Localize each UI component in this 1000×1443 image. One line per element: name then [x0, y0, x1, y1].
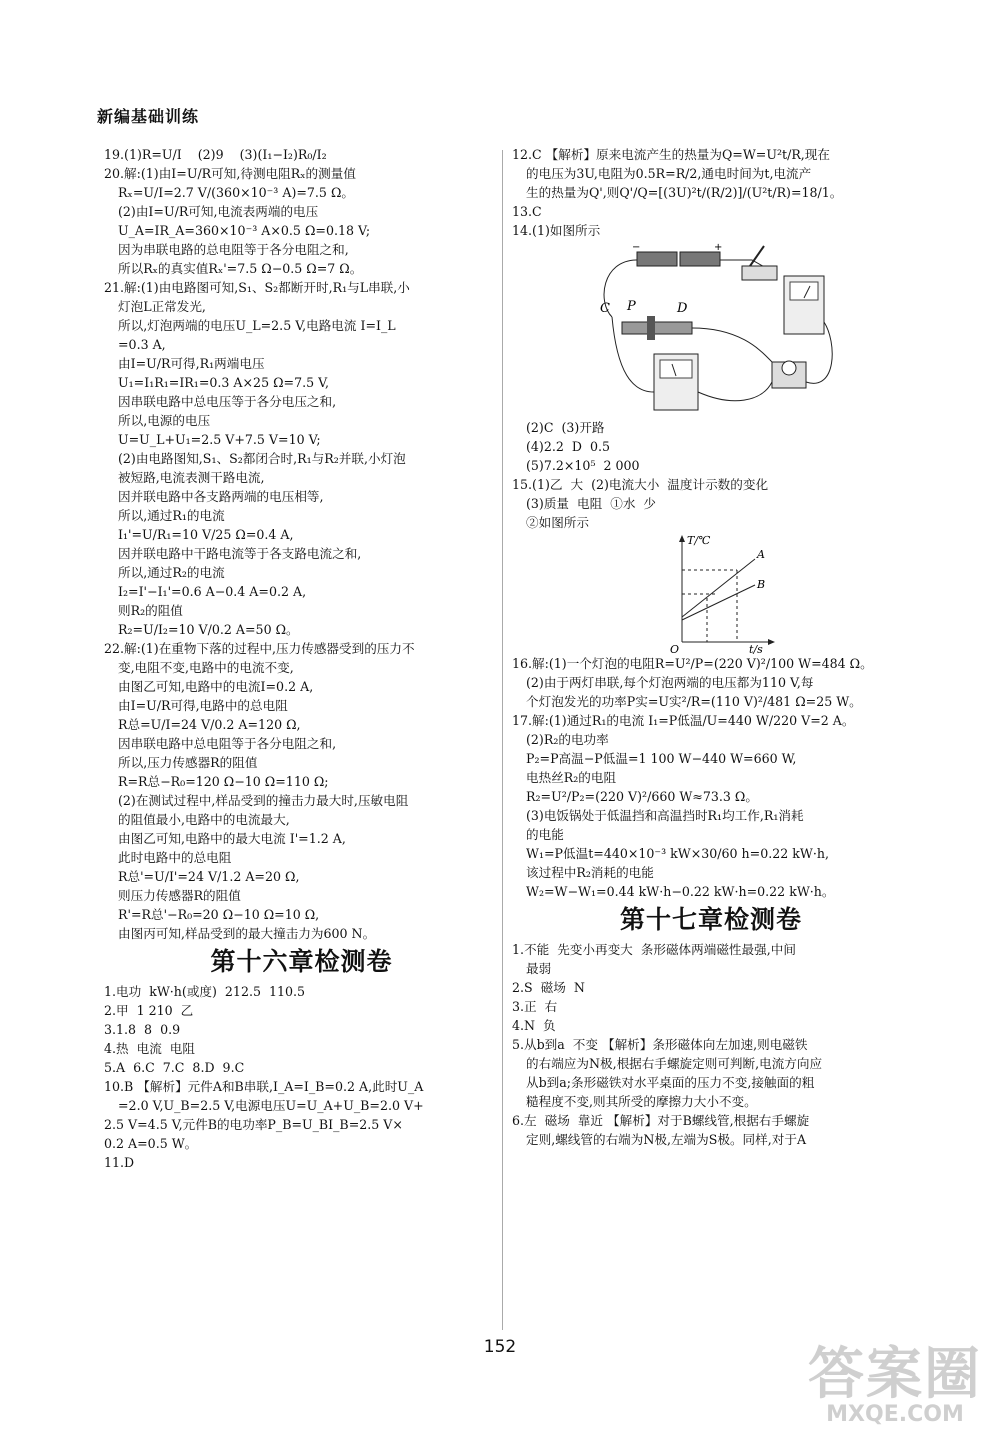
text-line: 由图乙可知,电路中的电流I=0.2 A, — [118, 679, 314, 694]
text-line: 因串联电路中总电压等于各分电压之和, — [118, 394, 337, 409]
text-line: 被短路,电流表测干路电流, — [118, 470, 265, 485]
watermark-logo: 答案圈 — [808, 1342, 982, 1407]
text-line: 15.(1)乙 大 (2)电流大小 温度计示数的变化 — [512, 477, 769, 492]
text-line: (2)R₂的电功率 — [526, 732, 609, 747]
text-line: 3.1.8 8 0.9 — [104, 1022, 181, 1037]
text-line: (2)在测试过程中,样品受到的撞击力最大时,压敏电阻 — [118, 793, 409, 808]
chapter17-answers — [512, 940, 910, 1149]
text-line: (4)2.2 D 0.5 — [526, 439, 611, 454]
text-line: 16.解:(1)一个灯泡的电阻R=U²/P=(220 V)²/100 W=484 Ω。 — [512, 656, 873, 671]
text-line: U=U_L+U₁=2.5 V+7.5 V=10 V; — [118, 432, 321, 447]
text-line: 则R₂的阻值 — [118, 603, 183, 618]
text-line: 4.热 电流 电阻 — [104, 1041, 195, 1056]
text-line: 生的热量为Q',则Q'/Q=[(3U)²t/(R/2)]/(U²t/R)=18/1。 — [526, 185, 843, 200]
text-line: P₂=P高温−P低温=1 100 W−440 W=660 W, — [526, 751, 797, 766]
text-line: (2)由I=U/R可知,电流表两端的电压 — [118, 204, 319, 219]
graph-line-b: B — [757, 578, 766, 591]
label-p: P — [627, 299, 636, 314]
text-line: (2)由电路图知,S₁、S₂都闭合时,R₁与R₂并联,小灯泡 — [118, 451, 406, 466]
text-line: 所以Rₓ的真实值Rₓ'=7.5 Ω−0.5 Ω=7 Ω。 — [118, 261, 363, 276]
text-line: 所以,电源的电压 — [118, 413, 211, 428]
text-line: R₂=U²/P₂=(220 V)²/660 W≈73.3 Ω。 — [526, 789, 758, 804]
text-line: 变,电阻不变,电路中的电流不变, — [118, 660, 294, 675]
text-line: W₁=P低温t=440×10⁻³ kW×30/60 h=0.22 kW·h, — [526, 846, 829, 861]
text-line: 则压力传感器R的阻值 — [118, 888, 241, 903]
graph-line-a: A — [757, 548, 765, 561]
text-line: 此时电路中的总电阻 — [118, 850, 232, 865]
text-line: 12.C 【解析】原来电流产生的热量为Q=W=U²t/R,现在 — [512, 147, 830, 162]
svg-text:+: + — [714, 242, 723, 253]
text-line: R=R总−R₀=120 Ω−10 Ω=110 Ω; — [118, 774, 329, 789]
text-line: 5.从b到a 不变 【解析】条形磁体向左加速,则电磁铁 — [512, 1037, 808, 1052]
text-line: 电热丝R₂的电阻 — [526, 770, 617, 785]
text-line: Rₓ=U/I=2.7 V/(360×10⁻³ A)=7.5 Ω。 — [118, 185, 354, 200]
text-line: 10.B 【解析】元件A和B串联,I_A=I_B=0.2 A,此时U_A — [104, 1079, 424, 1094]
text-line: (5)7.2×10⁵ 2 000 — [526, 458, 640, 473]
text-line: 22.解:(1)在重物下落的过程中,压力传感器受到的压力不 — [104, 641, 415, 656]
section-title-17: 第十七章检测卷 — [619, 905, 802, 934]
text-line: 0.2 A=0.5 W。 — [104, 1136, 198, 1151]
text-line: 糙程度不变,则其所受的摩擦力大小不变。 — [526, 1094, 757, 1109]
text-line: U_A=IR_A=360×10⁻³ A×0.5 Ω=0.18 V; — [118, 223, 371, 238]
text-line: ②如图所示 — [526, 515, 589, 530]
label-d: D — [677, 301, 688, 316]
text-line: I₂=I'−I₁'=0.6 A−0.4 A=0.2 A, — [118, 584, 307, 599]
text-line: 14.(1)如图所示 — [512, 223, 601, 238]
book-title: 新编基础训练 — [97, 107, 200, 126]
text-line: (3)质量 电阻 ①水 少 — [526, 496, 657, 511]
text-line: 所以,压力传感器R的阻值 — [118, 755, 258, 770]
watermark-url: MXQE.COM — [826, 1402, 964, 1427]
right-column — [512, 145, 910, 1149]
graph-svg — [667, 532, 777, 654]
text-line: 所以,灯泡两端的电压U_L=2.5 V,电路电流 I=I_L — [118, 318, 396, 333]
label-c: C — [600, 301, 610, 316]
text-line: R总'=U/I'=24 V/1.2 A=20 Ω, — [118, 869, 300, 884]
text-line: 灯泡L正常发光, — [118, 299, 206, 314]
text-line: 1.电功 kW·h(或度) 212.5 110.5 — [104, 984, 306, 999]
text-line: 个灯泡发光的功率P实=U实²/R=(110 V)²/481 Ω=25 W。 — [526, 694, 862, 709]
text-line: 的电能 — [526, 827, 564, 842]
text-line: 6.左 磁场 靠近 【解析】对于B螺线管,根据右手螺旋 — [512, 1113, 810, 1128]
circuit-figure — [592, 242, 842, 414]
text-line: (3)电饭锅处于低温挡和高温挡时R₁均工作,R₁消耗 — [526, 808, 804, 823]
text-line: 19.(1)R=U/I (2)9 (3)(I₁−I₂)R₀/I₂ — [104, 147, 327, 162]
text-line: 5.A 6.C 7.C 8.D 9.C — [104, 1060, 245, 1075]
text-line: R₂=U/I₂=10 V/0.2 A=50 Ω。 — [118, 622, 299, 637]
circuit-diagram — [592, 242, 842, 414]
text-line: W₂=W−W₁=0.44 kW·h−0.22 kW·h=0.22 kW·h。 — [526, 884, 835, 899]
text-line: 最弱 — [526, 961, 552, 976]
text-line: (2)由于两灯串联,每个灯泡两端的电压都为110 V,每 — [526, 675, 814, 690]
chapter16-answers — [104, 982, 499, 1172]
graph-ylabel: T/℃ — [687, 534, 711, 547]
text-line: 定则,螺线管的右端为N极,左端为S极。同样,对于A — [526, 1132, 807, 1147]
section-title-16: 第十六章检测卷 — [210, 947, 393, 976]
text-line: 所以,通过R₁的电流 — [118, 508, 225, 523]
q14-15-answers — [512, 418, 910, 532]
text-line: 的右端应为N极,根据右手螺旋定则可判断,电流方向应 — [526, 1056, 823, 1071]
text-line: I₁'=U/R₁=10 V/25 Ω=0.4 A, — [118, 527, 294, 542]
text-line: 由图丙可知,样品受到的最大撞击力为600 N。 — [118, 926, 376, 941]
svg-text:−: − — [632, 242, 641, 253]
text-line: 21.解:(1)由电路图可知,S₁、S₂都断开时,R₁与L串联,小 — [104, 280, 410, 295]
text-line: R总=U/I=24 V/0.2 A=120 Ω, — [118, 717, 301, 732]
text-line: =0.3 A, — [118, 337, 166, 352]
text-line: 2.S 磁场 N — [512, 980, 585, 995]
text-line: 所以,通过R₂的电流 — [118, 565, 225, 580]
text-line: R'=R总'−R₀=20 Ω−10 Ω=10 Ω, — [118, 907, 320, 922]
text-line: 的电压为3U,电阻为0.5R=R/2,通电时间为t,电流产 — [526, 166, 812, 181]
column-divider — [502, 150, 503, 1330]
q16-17-answers — [512, 654, 910, 901]
text-line: 2.5 V=4.5 V,元件B的电功率P_B=U_BI_B=2.5 V× — [104, 1117, 403, 1132]
left-answers — [104, 145, 499, 943]
text-line: 1.不能 先变小再变大 条形磁体两端磁性最强,中间 — [512, 942, 796, 957]
right-answers — [512, 145, 910, 240]
left-column — [104, 145, 499, 1172]
temperature-graph — [667, 532, 777, 654]
text-line: 由I=U/R可得,R₁两端电压 — [118, 356, 265, 371]
text-line: 由图乙可知,电路中的最大电流 I'=1.2 A, — [118, 831, 346, 846]
text-line: =2.0 V,U_B=2.5 V,电源电压U=U_A+U_B=2.0 V+ — [118, 1098, 424, 1113]
watermark — [808, 1342, 982, 1427]
text-line: 从b到a;条形磁铁对水平桌面的压力不变,接触面的粗 — [526, 1075, 815, 1090]
text-line: 由I=U/R可得,电路中的总电阻 — [118, 698, 288, 713]
text-line: 11.D — [104, 1155, 135, 1170]
text-line: 20.解:(1)由I=U/R可知,待测电阻Rₓ的测量值 — [104, 166, 356, 181]
text-line: U₁=I₁R₁=IR₁=0.3 A×25 Ω=7.5 V, — [118, 375, 330, 390]
text-line: 的阻值最小,电路中的电流最大, — [118, 812, 290, 827]
text-line: 2.甲 1 210 乙 — [104, 1003, 194, 1018]
graph-xlabel: t/s — [749, 643, 763, 654]
text-line: 17.解:(1)通过R₁的电流 I₁=P低温/U=440 W/220 V=2 A。 — [512, 713, 855, 728]
text-line: 13.C — [512, 204, 542, 219]
text-line: 因并联电路中各支路两端的电压相等, — [118, 489, 324, 504]
text-line: 因串联电路中总电阻等于各分电阻之和, — [118, 736, 337, 751]
text-line: 4.N 负 — [512, 1018, 556, 1033]
graph-origin: O — [670, 643, 680, 654]
text-line: 该过程中R₂消耗的电能 — [526, 865, 654, 880]
text-line: 3.正 右 — [512, 999, 558, 1014]
text-line: 因为串联电路的总电阻等于各分电阻之和, — [118, 242, 349, 257]
page-number: 152 — [483, 1337, 517, 1357]
text-line: (2)C (3)开路 — [526, 420, 605, 435]
text-line: 因并联电路中干路电流等于各支路电流之和, — [118, 546, 362, 561]
